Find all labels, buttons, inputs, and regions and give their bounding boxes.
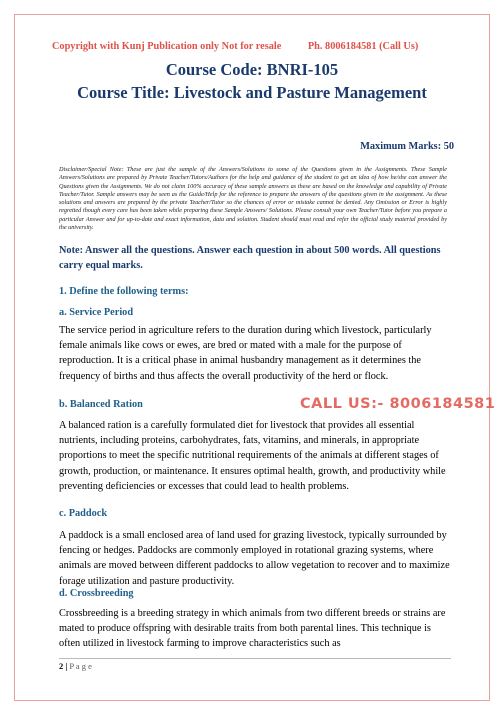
footer-separator: | bbox=[63, 661, 70, 671]
section-text-service-period: The service period in agriculture refers to the duration during which livestock, particularly female animals like cows or ewes, are bred or mated with a male for the purpose of reproduction. It is a critical phase in animal husbandry management as it determines the frequency of births and thus affects the overall productivity of the herd or flock. bbox=[59, 325, 432, 382]
copyright-text: Copyright with Kunj Publication only Not for resale bbox=[52, 41, 282, 52]
course-title: Course Title: Livestock and Pasture Management bbox=[77, 83, 427, 102]
section-heading-paddock: c. Paddock bbox=[59, 508, 108, 519]
section-heading-crossbreeding: d. Crossbreeding bbox=[59, 588, 134, 599]
section-heading-balanced-ration: b. Balanced Ration bbox=[59, 399, 143, 410]
copyright-header bbox=[52, 41, 472, 52]
max-marks: Maximum Marks: 50 bbox=[360, 141, 454, 152]
footer-rule bbox=[59, 658, 451, 659]
section-heading-service-period: a. Service Period bbox=[59, 307, 134, 318]
section-text-balanced-ration: A balanced ration is a carefully formulated diet for livestock that provides all essential nutrients, including proteins, carbohydrates, fats, vitamins, and minerals, in appropriate proportions to meet the specific nutritional requirements of the animals at different stages of growth, production, or maintenance. It ensures optimal health, growth, and productivity while preventing deficiencies or excesses that could lead to health problems. bbox=[59, 420, 446, 492]
phone-text: Ph. 8006184581 (Call Us) bbox=[307, 41, 419, 52]
question-heading: 1. Define the following terms: bbox=[59, 286, 189, 297]
page-number: 2 bbox=[59, 661, 64, 671]
section-text-paddock: A paddock is a small enclosed area of land used for grazing livestock, typically surrounded by fencing or hedges. Paddocks are commonly employed in rotational grazing systems, where animals are moved between different paddocks to allow vegetation to recover and to maximize forage utilization and pasture productivity. bbox=[59, 530, 450, 587]
section-text-crossbreeding: Crossbreeding is a breeding strategy in which animals from two different breeds or strains are mated to produce offspring with desirable traits from both parental lines. This technique is often utilized in livestock farming to improve characteristics such as bbox=[59, 608, 446, 650]
course-code: Course Code: BNRI-105 bbox=[165, 60, 339, 79]
instructions-note: Note: Answer all the questions. Answer each question in about 500 words. All questions carry equal marks. bbox=[59, 245, 441, 271]
page-footer bbox=[59, 661, 92, 671]
call-us-watermark: CALL US:- 8006184581 bbox=[300, 396, 496, 412]
disclaimer: Disclaimer/Special Note: These are just the sample of the Answers/Solutions to some of the Questions given in the Assignments. These Sample Answers/Solutions are prepared by Private Teacher/Tutors/Authors for the help and guidance of the student to get an idea of how he/she can answer the Questions given the Assignments. We do not claim 100% accuracy of these sample answers as these are based on the knowledge and capability of Private Teacher/Tutor. Sample answers may be seen as the Guide/Help for the reference to prepare the answers of the questions given in the assignment. As these solutions and answers are prepared by the private Teacher/Tutor so the chances of error or mistake cannot be denied. Any Omission or Error is highly regretted though every care has been taken while preparing these Sample Answers/ Solutions. Please consult your own Teacher/Tutor before you prepare a particular Answer and for up-to-date and exact information, data and solution. Student should must read and refer the official study material provided by the university. bbox=[59, 166, 447, 232]
page-label: P a g e bbox=[69, 661, 92, 671]
